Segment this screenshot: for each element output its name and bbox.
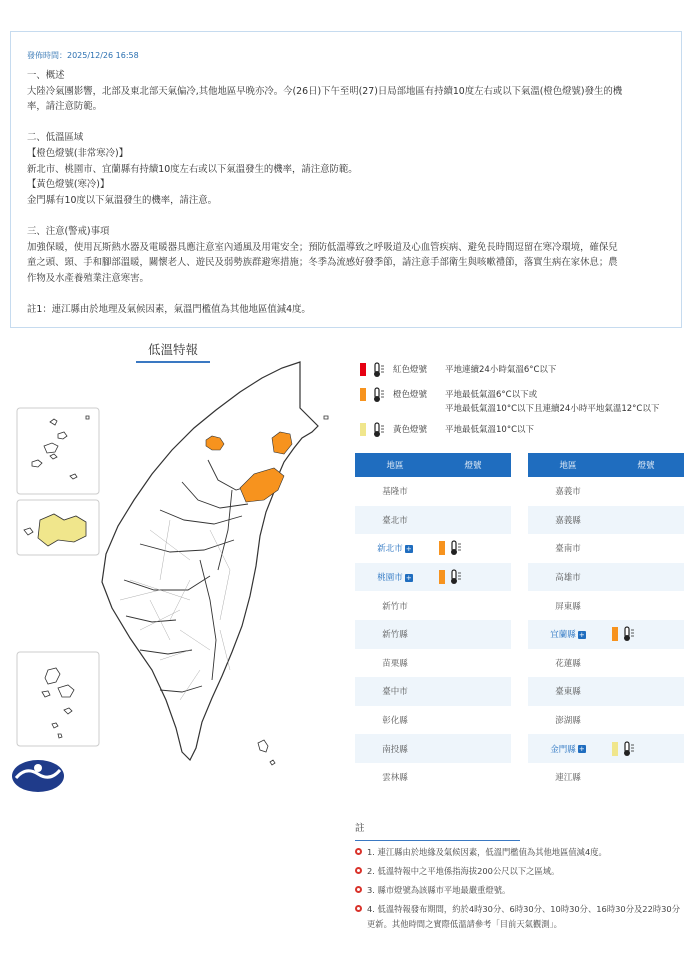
signal-swatch — [439, 570, 445, 584]
table-row — [528, 649, 684, 678]
region-name: 花蓮縣 — [555, 658, 581, 669]
signal-cell — [608, 591, 684, 620]
region-cell[interactable] — [528, 620, 608, 649]
region-name: 嘉義縣 — [555, 515, 581, 526]
region-name: 屏東縣 — [555, 601, 581, 612]
region-name: 雲林縣 — [382, 773, 408, 784]
signal-cell — [435, 534, 511, 563]
publish-time: 發佈時間：2025/12/26 16:58 — [27, 51, 139, 60]
thermometer-icon — [372, 362, 386, 378]
table-row — [355, 677, 511, 706]
table-row — [528, 477, 684, 506]
region-name: 新竹市 — [382, 601, 408, 612]
region-name[interactable]: 金門縣 — [550, 744, 576, 755]
signal-swatch — [439, 541, 445, 555]
table-row — [355, 763, 511, 792]
signal-cell — [435, 649, 511, 678]
region-name: 新竹縣 — [382, 630, 408, 641]
notice-line: 大陸冷氣團影響，北部及東北部天氣偏冷,其他地區早晚亦冷。今(26日)下午至明(27)日局部地區有持續10度左右或以下氣溫(橙色燈號)發生的機 — [27, 85, 623, 97]
region-cell — [355, 506, 435, 535]
table-row — [528, 677, 684, 706]
notice-line: 註1：連江縣由於地理及氣候因素，氣溫門檻值為其他地區值減4度。 — [27, 303, 311, 315]
signal-indicator — [612, 626, 636, 642]
col-region: 地區 — [528, 453, 608, 477]
region-cell — [355, 649, 435, 678]
region-name: 臺北市 — [382, 515, 408, 526]
taiwan-map — [0, 330, 345, 800]
region-cell[interactable] — [355, 563, 435, 592]
region-cell — [528, 591, 608, 620]
bullet-icon — [355, 905, 362, 912]
signal-cell — [435, 620, 511, 649]
signal-cell — [435, 477, 511, 506]
signal-cell — [435, 706, 511, 735]
table-row — [528, 563, 684, 592]
region-cell[interactable] — [528, 734, 608, 763]
signal-cell — [435, 591, 511, 620]
table-row — [355, 734, 511, 763]
thermometer-icon — [372, 387, 386, 403]
signal-cell — [435, 677, 511, 706]
legend-desc-line: 平地連續24小時氣溫6°C以下 — [445, 365, 557, 375]
notice-line: 作物及水產養殖業注意寒害。 — [27, 272, 149, 284]
region-name[interactable]: 桃園市 — [377, 573, 403, 584]
bullet-icon — [355, 848, 362, 855]
region-cell — [528, 706, 608, 735]
signal-cell — [435, 563, 511, 592]
col-signal: 燈號 — [435, 453, 511, 477]
notice-line: 率，請注意防範。 — [27, 101, 103, 113]
table-row — [355, 649, 511, 678]
signal-cell — [608, 677, 684, 706]
notice-line: 【橙色燈號(非常寒冷)】 — [27, 147, 129, 159]
map-title: 低溫特報 — [136, 340, 210, 363]
signal-cell — [435, 763, 511, 792]
spacer — [27, 208, 670, 224]
thermometer-icon — [622, 626, 636, 642]
notice-line: 【黃色燈號(寒冷)】 — [27, 179, 110, 191]
region-cell — [528, 763, 608, 792]
signal-cell — [608, 649, 684, 678]
region-name: 臺中市 — [382, 687, 408, 698]
region-cell — [355, 706, 435, 735]
note-text: 1. 連江縣由於地緣及氣候因素，低溫門檻值為其他地區值減4度。 — [367, 847, 607, 857]
legend-name: 黃色燈號 — [393, 425, 428, 435]
region-cell — [355, 591, 435, 620]
region-cell — [528, 534, 608, 563]
notice-body — [27, 68, 670, 318]
region-cell — [528, 563, 608, 592]
signal-swatch — [612, 627, 618, 641]
region-name: 連江縣 — [555, 773, 581, 784]
notice-line: 加強保暖，使用瓦斯熱水器及電暖器具應注意室內通風及用電安全；預防低溫導致之呼吸道及心血管疾病、避免長時間逗留在寒冷環境，確保兒 — [27, 241, 618, 253]
region-name: 嘉義市 — [555, 487, 581, 498]
table-row — [528, 734, 684, 763]
table-row — [528, 506, 684, 535]
legend-name: 橙色燈號 — [393, 390, 428, 400]
table-row — [528, 534, 684, 563]
region-table-left — [355, 453, 511, 792]
signal-indicator — [439, 540, 463, 556]
table-row — [355, 477, 511, 506]
region-name: 基隆市 — [382, 487, 408, 498]
region-cell — [355, 620, 435, 649]
notice-line: 三、注意(警戒)事項 — [27, 225, 110, 237]
region-name: 澎湖縣 — [555, 716, 581, 727]
legend-desc-line: 平地最低氣溫10°C以下 — [445, 425, 535, 435]
signal-indicator — [439, 569, 463, 585]
expand-plus-icon[interactable]: + — [405, 573, 412, 582]
region-cell — [355, 734, 435, 763]
signal-cell — [435, 734, 511, 763]
table-row — [355, 563, 511, 592]
region-cell — [355, 763, 435, 792]
signal-cell — [608, 477, 684, 506]
bullet-icon — [355, 886, 362, 893]
region-name: 臺東縣 — [555, 687, 581, 698]
region-name[interactable]: 宜蘭縣 — [550, 630, 576, 641]
notice-line: 童之頭、頸、手和腳部溫暖，關懷老人、遊民及弱勢族群避寒措施；冬季為流感好發季節，請注意手部衛生與咳嗽禮節，落實生病在家休息；農 — [27, 257, 618, 269]
note-text: 2. 低溫特報中之平地係指海拔200公尺以下之區域。 — [367, 866, 560, 876]
cwa-logo — [12, 760, 64, 792]
signal-swatch — [612, 742, 618, 756]
table-row — [528, 620, 684, 649]
note-item — [355, 883, 680, 898]
region-name: 臺南市 — [555, 544, 581, 555]
note-item — [355, 864, 680, 879]
signal-cell — [435, 506, 511, 535]
note-item — [355, 902, 680, 931]
region-cell — [528, 649, 608, 678]
signal-cell — [608, 706, 684, 735]
table-row — [355, 506, 511, 535]
thermometer-icon — [622, 741, 636, 757]
expand-plus-icon[interactable]: + — [578, 630, 585, 639]
table-row — [528, 591, 684, 620]
signal-cell — [608, 563, 684, 592]
thermometer-icon — [449, 569, 463, 585]
notice-line: 二、低溫區域 — [27, 132, 84, 144]
region-table-right — [528, 453, 684, 792]
col-signal: 燈號 — [608, 453, 684, 477]
note-text: 4. 低溫特報發布期間，約於4時30分、6時30分、10時30分、16時30分及22時30分更新。其他時間之實際低溫請參考「目前天氣觀測」。 — [367, 904, 680, 929]
legend-swatch — [360, 388, 366, 401]
signal-cell — [608, 763, 684, 792]
region-name[interactable]: 新北市 — [377, 544, 403, 555]
region-cell — [528, 506, 608, 535]
note-item — [355, 845, 680, 860]
region-cell[interactable] — [355, 534, 435, 563]
signal-cell — [608, 734, 684, 763]
region-name: 苗栗縣 — [382, 658, 408, 669]
signal-cell — [608, 506, 684, 535]
region-cell — [355, 677, 435, 706]
penghu-inset — [17, 652, 99, 746]
region-name: 高雄市 — [555, 573, 581, 584]
legend-desc-line: 平地最低氣溫6°C以下或 — [445, 390, 538, 400]
notice-line: 金門縣有10度以下氣溫發生的機率，請注意。 — [27, 194, 218, 206]
table-row — [528, 706, 684, 735]
signal-cell — [608, 534, 684, 563]
taiwan-main-island — [102, 362, 318, 760]
region-name: 彰化縣 — [382, 716, 408, 727]
matsu-inset — [17, 408, 99, 494]
bullet-icon — [355, 867, 362, 874]
notice-line: 一、概述 — [27, 70, 65, 81]
legend-swatch — [360, 423, 366, 436]
legend-desc — [445, 388, 659, 416]
table-row — [355, 706, 511, 735]
table-row — [355, 534, 511, 563]
region-name: 南投縣 — [382, 744, 408, 755]
region-cell — [528, 677, 608, 706]
table-row — [355, 620, 511, 649]
spacer — [27, 286, 670, 302]
thermometer-icon — [372, 422, 386, 438]
region-cell — [528, 477, 608, 506]
legend-desc — [445, 363, 556, 377]
thermometer-icon — [449, 540, 463, 556]
legend-name: 紅色燈號 — [393, 365, 428, 375]
region-cell — [355, 477, 435, 506]
notice-line: 新北市、桃園市、宜蘭縣有持續10度左右或以下氣溫發生的機率，請注意防範。 — [27, 163, 358, 175]
note-text: 3. 縣市燈號為該縣市平地最嚴重燈號。 — [367, 885, 511, 895]
signal-cell — [608, 620, 684, 649]
col-region: 地區 — [355, 453, 435, 477]
legend-desc — [445, 423, 534, 437]
legend-swatch — [360, 363, 366, 376]
table-row — [355, 591, 511, 620]
signal-indicator — [612, 741, 636, 757]
notes-title: 註 — [355, 820, 520, 841]
table-row — [528, 763, 684, 792]
expand-plus-icon[interactable]: + — [578, 745, 585, 754]
legend-desc-line: 平地最低氣溫10°C以下且連續24小時平地氣溫12°C以下 — [445, 404, 660, 414]
expand-plus-icon[interactable]: + — [405, 544, 412, 553]
spacer — [27, 115, 670, 131]
